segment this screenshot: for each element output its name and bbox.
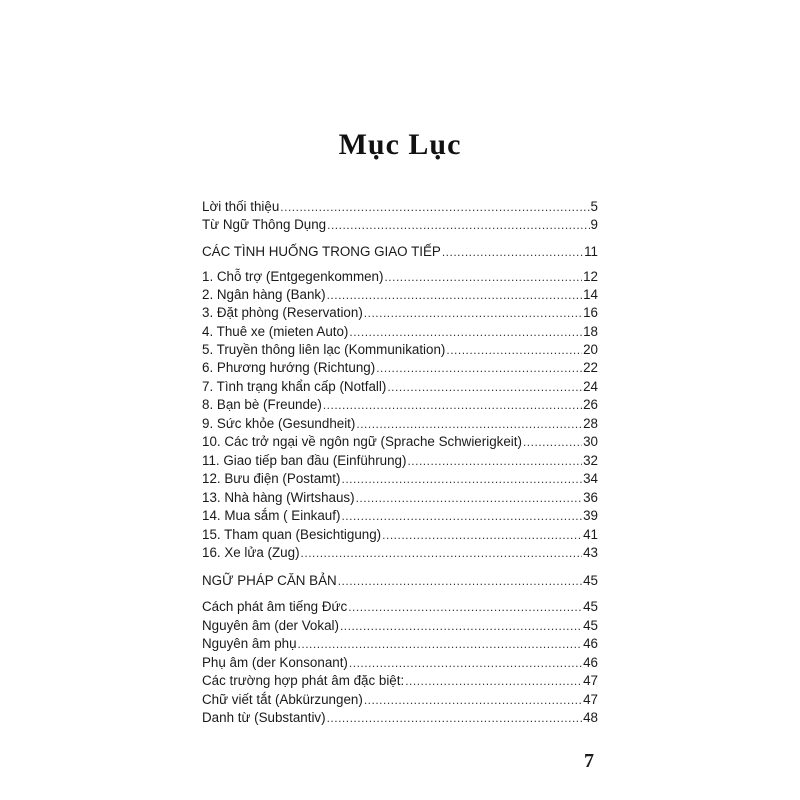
toc-entry[interactable]	[202, 340, 598, 360]
toc-entry-page: 24	[583, 379, 598, 394]
toc-entry-page: 45	[583, 618, 598, 633]
toc-entry-label: 6. Phương hướng (Richtung)	[202, 360, 376, 375]
toc-entry[interactable]	[202, 488, 598, 508]
dot-leader	[356, 488, 583, 508]
dot-leader	[523, 432, 582, 452]
toc-entry[interactable]	[202, 197, 598, 217]
dot-leader	[327, 285, 583, 305]
toc-entry-label: 5. Truyền thông liên lạc (Kommunikation)	[202, 342, 446, 357]
toc-entry-label: Chữ viết tắt (Abkürzungen)	[202, 692, 363, 707]
dot-leader	[442, 242, 583, 262]
toc-entry-page: 46	[583, 655, 598, 670]
toc-entry-label: 15. Tham quan (Besichtigung)	[202, 527, 382, 542]
toc-entry-page: 34	[583, 471, 598, 486]
toc-entry-page: 5	[590, 199, 598, 214]
toc-entry-label: CÁC TÌNH HUỐNG TRONG GIAO TIẾP	[202, 244, 441, 259]
dot-leader	[348, 597, 582, 617]
toc-entry-page: 18	[583, 324, 598, 339]
toc-entry[interactable]	[202, 451, 598, 471]
toc-entry-label: Các trường hợp phát âm đặc biệt:	[202, 673, 405, 688]
toc-entry[interactable]	[202, 506, 598, 526]
toc-entry-page: 43	[583, 545, 598, 560]
toc-entry[interactable]	[202, 634, 598, 654]
dot-leader	[341, 506, 582, 526]
dot-leader	[405, 671, 582, 691]
toc-entry-label: Nguyên âm (der Vokal)	[202, 618, 339, 633]
toc-entry-label: 13. Nhà hàng (Wirtshaus)	[202, 490, 355, 505]
toc-entry-page: 45	[583, 599, 598, 614]
toc-entry[interactable]	[202, 395, 598, 415]
toc-entry-label: 3. Đặt phòng (Reservation)	[202, 305, 363, 320]
toc-entry-page: 16	[583, 305, 598, 320]
toc-entry-page: 47	[583, 692, 598, 707]
toc-entry-label: 8. Bạn bè (Freunde)	[202, 397, 322, 412]
toc-entry-page: 46	[583, 636, 598, 651]
toc-entry-page: 48	[583, 710, 598, 725]
toc-entry[interactable]	[202, 285, 598, 305]
toc-entry-page: 9	[590, 217, 598, 232]
toc-entry-label: 1. Chỗ trợ (Entgegenkommen)	[202, 269, 384, 284]
toc-entry-label: 10. Các trở ngại về ngôn ngữ (Sprache Schwierigkeit)	[202, 434, 522, 449]
toc-entry[interactable]	[202, 708, 598, 728]
toc-entry-label: 12. Bưu điện (Postamt)	[202, 471, 341, 486]
toc-entry-page: 30	[583, 434, 598, 449]
toc-entry[interactable]	[202, 267, 598, 287]
toc-entry-label: 9. Sức khỏe (Gesundheit)	[202, 416, 356, 431]
toc-entry-label: 7. Tình trạng khẩn cấp (Notfall)	[202, 379, 387, 394]
toc-entry-page: 11	[584, 244, 598, 259]
toc-entry-label: NGỮ PHÁP CĂN BẢN	[202, 573, 337, 588]
toc-entry-page: 20	[583, 342, 598, 357]
toc-entry[interactable]	[202, 653, 598, 673]
dot-leader	[407, 451, 582, 471]
toc-entry-page: 32	[583, 453, 598, 468]
toc-entry-label: Phụ âm (der Konsonant)	[202, 655, 348, 670]
toc-entry-label: 4. Thuê xe (mieten Auto)	[202, 324, 349, 339]
toc-entry-label: Từ Ngữ Thông Dụng	[202, 217, 327, 232]
toc-entry[interactable]	[202, 543, 598, 563]
toc-entry-page: 12	[583, 269, 598, 284]
toc-entry[interactable]	[202, 377, 598, 397]
dot-leader	[364, 303, 582, 323]
dot-leader	[387, 377, 582, 397]
dot-leader	[382, 525, 582, 545]
toc-entry[interactable]	[202, 616, 598, 636]
dot-leader	[384, 267, 582, 287]
toc-entry-page: 39	[583, 508, 598, 523]
toc-entry[interactable]	[202, 469, 598, 489]
dot-leader	[349, 653, 582, 673]
dot-leader	[446, 340, 582, 360]
dot-leader	[340, 616, 582, 636]
toc-entry-label: Danh từ (Substantiv)	[202, 710, 326, 725]
toc-entry[interactable]	[202, 690, 598, 710]
toc-entry[interactable]	[202, 303, 598, 323]
toc-entry-label: 2. Ngân hàng (Bank)	[202, 287, 326, 302]
dot-leader	[364, 690, 582, 710]
toc-entry-label: Cách phát âm tiếng Đức	[202, 599, 348, 614]
dot-leader	[349, 322, 582, 342]
toc-entry[interactable]	[202, 215, 598, 235]
dot-leader	[356, 414, 582, 434]
toc-entry[interactable]	[202, 525, 598, 545]
toc-entry-label: Lời thối thiệu	[202, 199, 280, 214]
toc-entry-page: 14	[583, 287, 598, 302]
dot-leader	[341, 469, 582, 489]
dot-leader	[298, 634, 583, 654]
dot-leader	[280, 197, 589, 217]
dot-leader	[327, 708, 583, 728]
toc-entry-page: 45	[583, 573, 598, 588]
toc-entry-page: 36	[583, 490, 598, 505]
toc-entry-label: Nguyên âm phụ	[202, 636, 297, 651]
toc-entry-label: 14. Mua sắm ( Einkauf)	[202, 508, 341, 523]
toc-section-heading[interactable]	[202, 242, 598, 262]
dot-leader	[327, 215, 589, 235]
toc-entry-page: 28	[583, 416, 598, 431]
page-title: Mục Lục	[338, 128, 462, 161]
toc-entry-page: 26	[583, 397, 598, 412]
toc-entry[interactable]	[202, 414, 598, 434]
toc-entry-page: 41	[583, 527, 598, 542]
dot-leader	[376, 358, 582, 378]
toc-entry[interactable]	[202, 358, 598, 378]
dot-leader	[323, 395, 582, 415]
dot-leader	[338, 571, 582, 591]
toc-entry-page: 22	[583, 360, 598, 375]
dot-leader	[301, 543, 583, 563]
toc-entry[interactable]	[202, 322, 598, 342]
toc-entry[interactable]	[202, 597, 598, 617]
toc-entry[interactable]	[202, 671, 598, 691]
toc-entry-label: 16. Xe lửa (Zug)	[202, 545, 300, 560]
toc-entry[interactable]	[202, 432, 598, 452]
page-number: 7	[584, 750, 594, 772]
toc-section-heading[interactable]	[202, 571, 598, 591]
toc-entry-page: 47	[583, 673, 598, 688]
toc-entry-label: 11. Giao tiếp ban đầu (Einführung)	[202, 453, 407, 468]
